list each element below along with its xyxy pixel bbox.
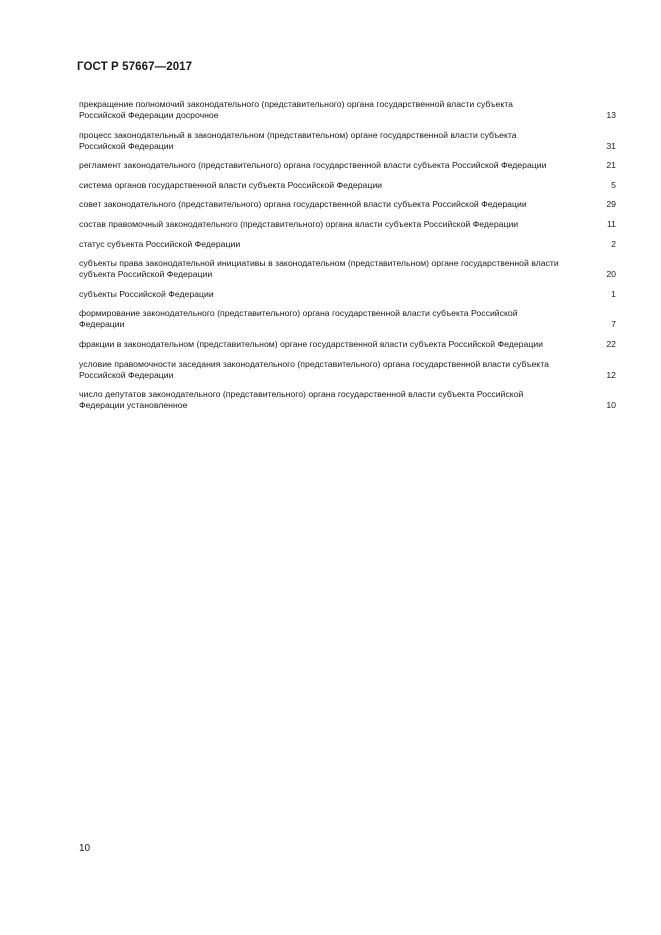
index-entry [79, 160, 616, 171]
index-term: условие правомочности заседания законодательного (представительного) органа государственной власти субъекта Российской Федерации [79, 358, 549, 380]
index-page-ref: 22 [606, 338, 616, 349]
index-term: прекращение полномочий законодательного (представительного) органа государственной власти субъекта Российской Федерации досрочное [79, 99, 513, 120]
index-entry [79, 130, 616, 152]
index-page-ref: 31 [606, 140, 616, 151]
index-entry [79, 239, 616, 250]
index-page-ref: 29 [606, 199, 616, 210]
index-term: субъекты права законодательной инициативы в законодательном (представительном) органе государственной власти субъекта Российской Федерации [79, 258, 559, 280]
index-entry [79, 389, 616, 411]
index-entry [79, 339, 616, 350]
alphabetical-index [79, 99, 616, 420]
index-term: субъекты Российской Федерации [79, 288, 214, 299]
index-page-ref: 11 [606, 218, 616, 229]
index-page-ref: 12 [606, 369, 616, 380]
index-page-ref: 2 [611, 238, 616, 249]
index-entry [79, 99, 616, 121]
index-page-ref: 20 [606, 269, 616, 280]
index-term: система органов государственной власти субъекта Российской Федерации [79, 179, 383, 190]
index-term: фракции в законодательном (представительном) органе государственной власти субъекта Российской Федерации [79, 338, 544, 349]
index-entry [79, 180, 616, 191]
index-term: статус субъекта Российской Федерации [79, 238, 241, 249]
index-entry [79, 308, 616, 330]
index-term: формирование законодательного (представительного) органа государственной власти субъекта Российской Федерации [79, 308, 518, 330]
index-page-ref: 10 [606, 400, 616, 411]
index-entry [79, 258, 616, 280]
index-page-ref: 21 [606, 160, 616, 171]
index-term: число депутатов законодательного (представительного) органа государственной власти субъекта Российской Федерации установленное [79, 389, 524, 411]
index-term: регламент законодательного (представительного) органа государственной власти субъекта Российской Федерации [79, 160, 547, 171]
index-entry [79, 219, 616, 230]
index-page-ref: 7 [611, 319, 616, 330]
index-term: состав правомочный законодательного (представительного) органа власти субъекта Российской Федерации [79, 218, 519, 229]
document-code: ГОСТ Р 57667—2017 [77, 61, 193, 73]
index-page-ref: 13 [606, 110, 616, 120]
index-entry [79, 199, 616, 210]
index-page-ref: 1 [611, 288, 616, 299]
index-term: совет законодательного (представительного) органа государственной власти субъекта Российской Федерации [79, 199, 527, 210]
index-page-ref: 5 [611, 179, 616, 190]
index-term: процесс законодательный в законодательном (представительном) органе государственной власти субъекта Российской Федерации [79, 129, 517, 151]
page-number: 10 [79, 843, 91, 854]
index-entry [79, 289, 616, 300]
index-entry [79, 359, 616, 381]
